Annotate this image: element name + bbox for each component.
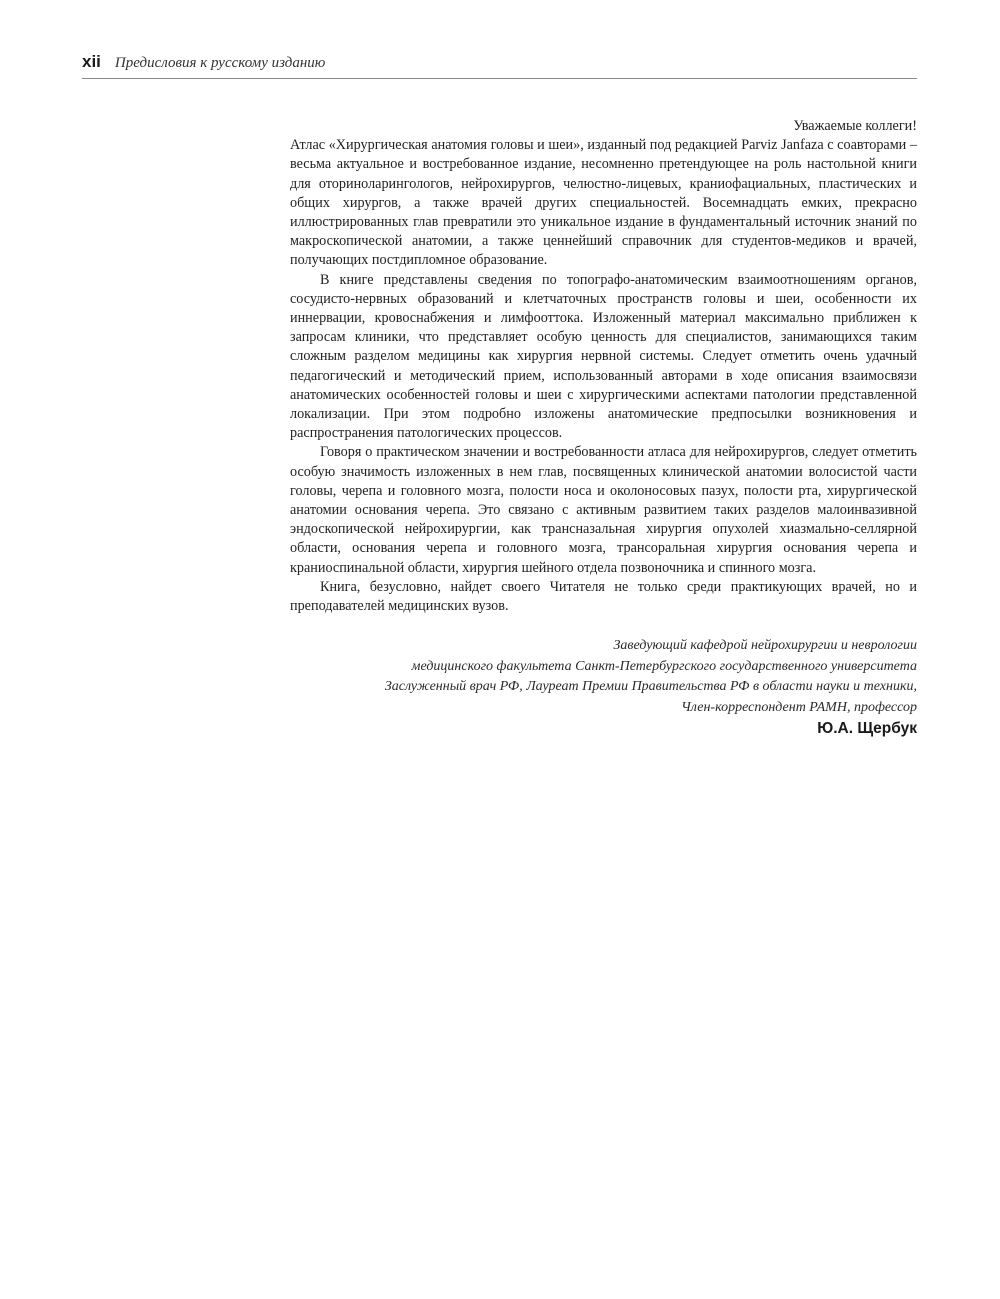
header-rule xyxy=(82,78,917,79)
preface-body xyxy=(290,117,917,740)
signature-line-faculty: медицинского факультета Санкт-Петербургского государственного университета xyxy=(411,658,917,674)
signature-line-position: Заведующий кафедрой нейрохирургии и неврологии xyxy=(613,638,917,654)
signature-name: Ю.А. Щербук xyxy=(817,720,917,738)
running-head xyxy=(82,52,917,76)
paragraph-3: Говоря о практическом значении и востребованности атласа для нейрохирургов, следует отметить особую значимость изложенных в нем глав, посвященных клинической анатомии волосистой части головы, черепа и головного мозга, полости носа и околоносовых пазух, полости рта, хирургической анатомии основания черепа. Это связано с активным развитием таких разделов малоинвазивной эндоскопической нейрохирургии, как трансназальная хирургия опухолей хиазмально-селлярной области, основания черепа и головного мозга, трансоральная хирургия основания черепа и краниоспинальной области, хирургия шейного отдела позвоночника и спинного мозга. xyxy=(290,444,917,576)
signature-line-honors: Заслуженный врач РФ, Лауреат Премии Правительства РФ в области науки и техники, xyxy=(384,679,917,695)
page-number: xii xyxy=(82,52,101,71)
paragraph-1: Атлас «Хирургическая анатомия головы и шеи», изданный под редакцией Parviz Janfaza с соавторами – весьма актуальное и востребованное издание, несомненно претендующее на роль настольной книги для оториноларингологов, нейрохирургов, челюстно-лицевых, краниофациальных, пластических и общих хирургов, а также врачей других специальностей. Восемнадцать емких, прекрасно иллюстрированных глав превратили это уникальное издание в фундаментальный источник знаний по макроскопической анатомии, а также ценнейший справочник для студентов-медиков и врачей, получающих постдипломное образование. xyxy=(290,137,917,269)
paragraph-4: Книга, безусловно, найдет своего Читателя не только среди практикующих врачей, но и преподавателей медицинских вузов. xyxy=(290,578,917,615)
paragraph-2: В книге представлены сведения по топографо-анатомическим взаимоотношениям органов, сосудисто-нервных образований и клетчаточных пространств головы и шеи, особенности их иннервации, кровоснабжения и лимфооттока. Изложенный материал максимально приближен к запросам клиники, что представляет особую ценность для специалистов, занимающихся таким сложным разделом медицины как хирургия нервной системы. Следует отметить очень удачный педагогический и методический прием, использованный авторами в ходе описания взаимосвязи анатомических особенностей головы и шеи с хирургическими аспектами патологии представленной локализации. При этом подробно изложены анатомические предпосылки возникновения и распространения патологических процессов. xyxy=(290,271,917,442)
running-title: Предисловия к русскому изданию xyxy=(114,55,326,71)
signature-line-title: Член-корреспондент РАМН, профессор xyxy=(681,699,917,715)
signature-block xyxy=(290,636,917,740)
salutation: Уважаемые коллеги! xyxy=(793,118,917,134)
